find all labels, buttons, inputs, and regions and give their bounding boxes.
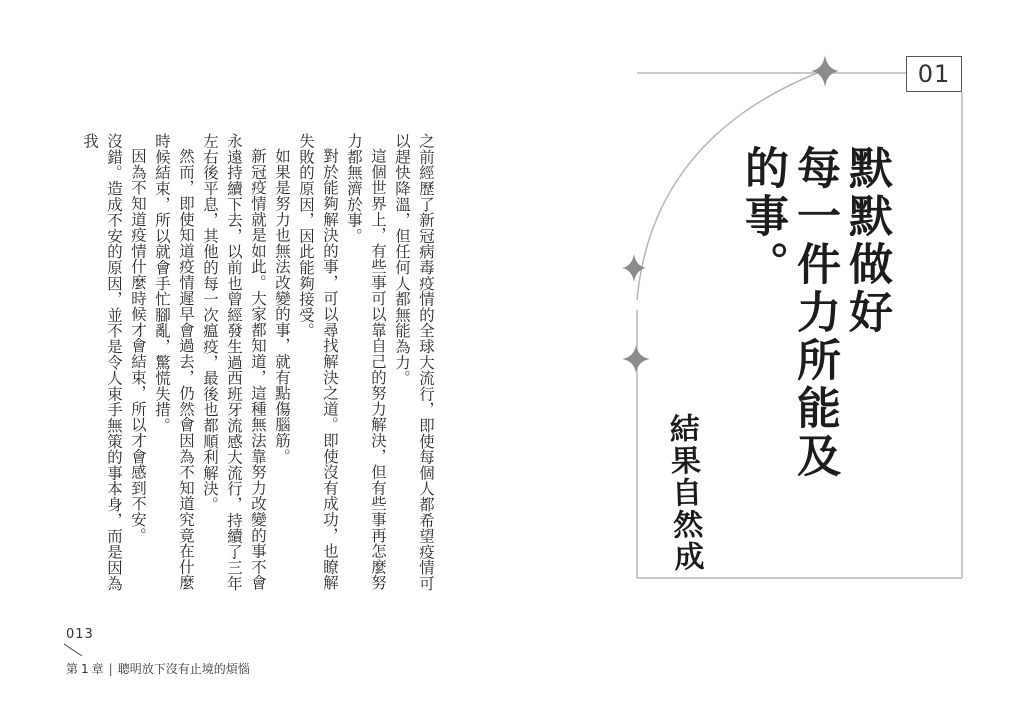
paragraph-4: 如果是努力也無法改變的事，就有點傷腦筋。 <box>273 148 291 465</box>
chapter-label: 第 <box>66 662 79 676</box>
paragraph-6: 然而，即使知道疫情遲早會過去，仍然會因為不知道究竟在什麼時候結束，所以就會手忙腳亂，驚慌失措。 <box>153 133 195 591</box>
chapter-separator: | <box>108 662 113 676</box>
body-text <box>58 133 438 603</box>
page-number-divider <box>62 643 84 657</box>
chapter-footer <box>66 660 250 677</box>
chapter-title: 聰明放下沒有止境的煩惱 <box>117 662 250 676</box>
sparkle-icon-top <box>811 55 839 87</box>
title-line-1: 默默做好 <box>841 145 892 337</box>
paragraph-7: 因為不知道疫情什麼時候才會結束，所以才會感到不安。 <box>129 148 147 544</box>
chapter-suffix: 章 <box>91 662 104 676</box>
right-page <box>512 0 1024 726</box>
paragraph-1: 之前經歷了新冠病毒疫情的全球大流行，即使每個人都希望疫情可以趕快降溫，但任何人都無能為力。 <box>393 133 435 592</box>
title-line-2: 每一件力所能及的事。 <box>737 145 840 481</box>
page-number: 013 <box>66 627 94 642</box>
paragraph-5: 新冠疫情就是如此。大家都知道，這種無法靠努力改變的事不會永遠持續下去，以前也曾經發生過西班牙流感大流行，持續了三年左右後平息，其他的每一次瘟疫，最後也都順利解決。 <box>201 133 267 592</box>
chapter-title-heading <box>737 145 892 525</box>
handwritten-subtitle: 結果自然成 <box>663 412 704 574</box>
paragraph-2: 這個世界上，有些事可以靠自己的努力解決，但有些事再怎麼努力都無濟於事。 <box>345 133 387 591</box>
chapter-number-box: 01 <box>906 56 962 92</box>
chapter-number: 1 <box>81 662 89 676</box>
sparkle-icon-lower <box>622 345 650 373</box>
paragraph-3: 對於能夠解決的事，可以尋找解決之道。即使沒有成功，也瞭解失敗的原因，因此能夠接受。 <box>297 133 339 591</box>
paragraph-8: 沒錯。造成不安的原因，並不是令人束手無策的事本身，而是因為我 <box>81 133 123 592</box>
sparkle-icon-middle <box>622 254 646 282</box>
